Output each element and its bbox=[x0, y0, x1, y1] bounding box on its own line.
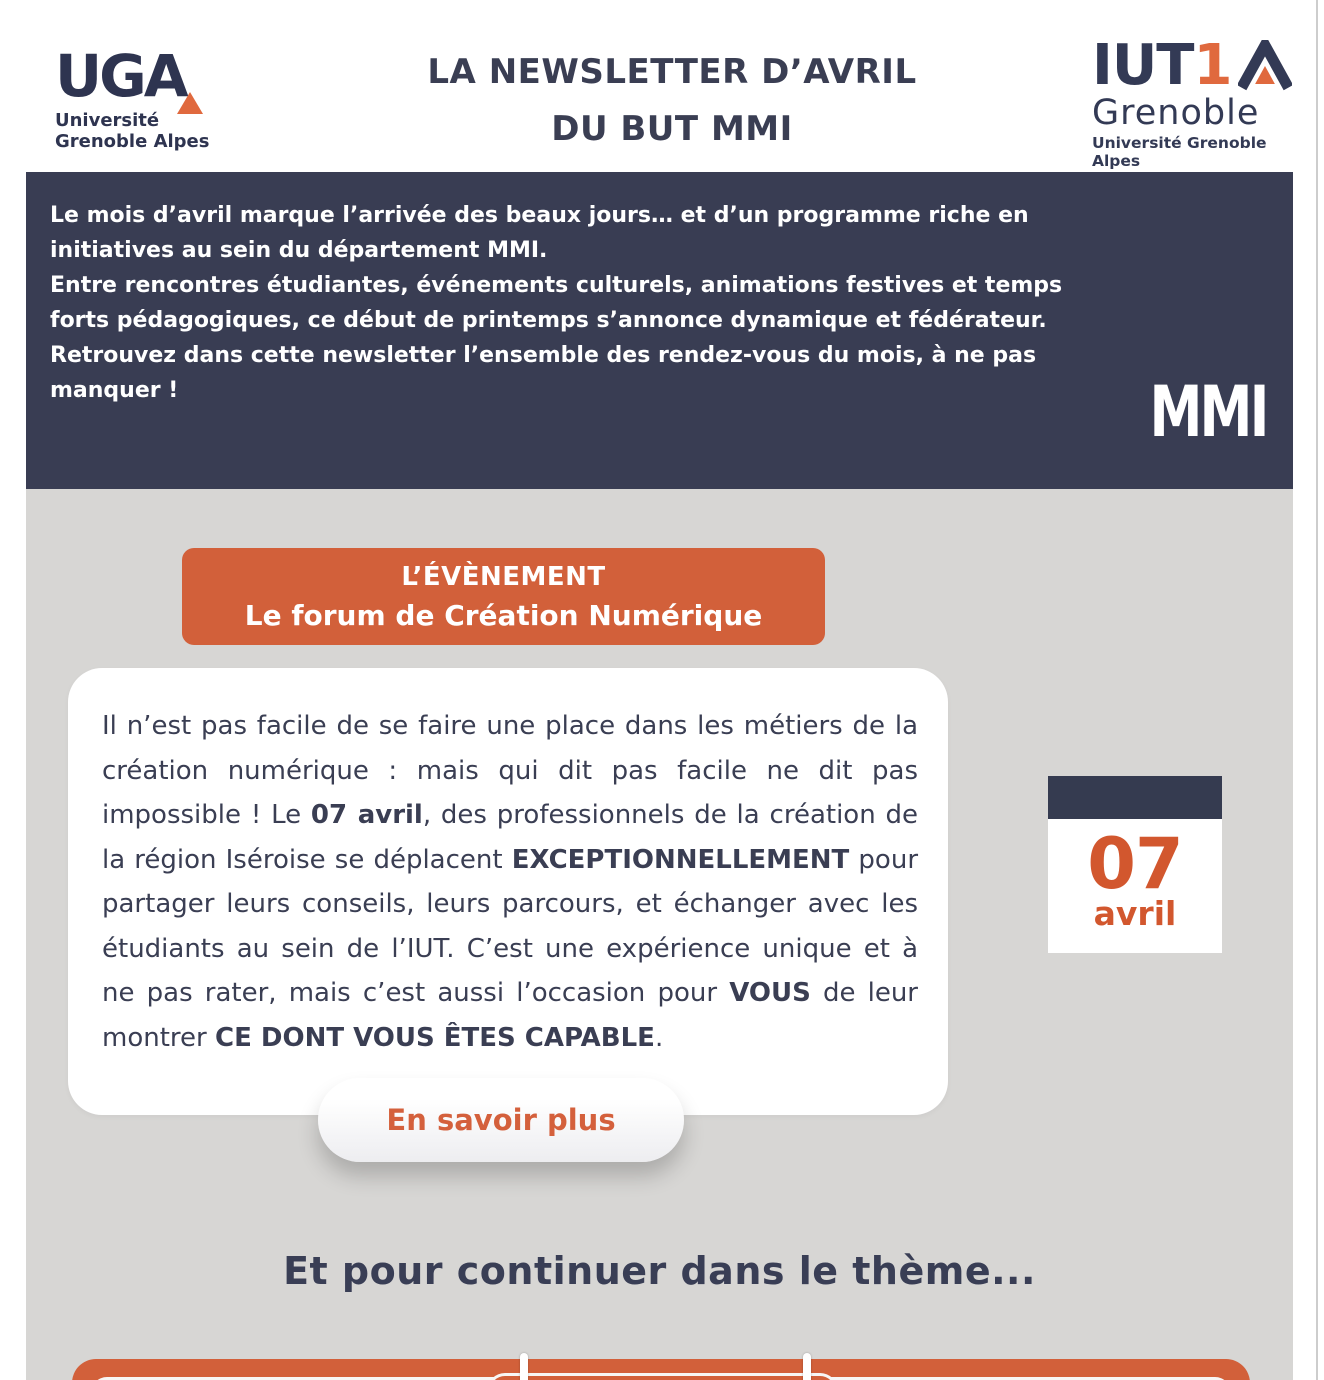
intro-paragraph-2: Entre rencontres étudiantes, événements culturels, animations festives et temps forts pédagogiques, ce début de printemps s’annonce dynamique et fédérateur. bbox=[50, 273, 1063, 333]
uga-logo-acronym: UGA bbox=[55, 42, 186, 110]
intro-paragraph-3: Retrouvez dans cette newsletter l’ensemble des rendez-vous du mois, à ne pas manquer ! bbox=[50, 343, 1037, 403]
iut-logo-one: 1 bbox=[1193, 33, 1233, 98]
intro-paragraph-1: Le mois d’avril marque l’arrivée des beaux jours… et d’un programme riche en initiatives au sein du département MMI. bbox=[50, 203, 1029, 263]
teaser-calendar-tab bbox=[487, 1373, 838, 1380]
calendar-day: 07 bbox=[1087, 823, 1183, 905]
uga-sub-line2: Grenoble Alpes bbox=[55, 131, 210, 152]
iut-logo-word: IUT bbox=[1092, 33, 1194, 98]
event-card bbox=[68, 668, 948, 1115]
iut-triangle-icon bbox=[1238, 40, 1292, 92]
calendar-month: avril bbox=[1093, 894, 1177, 933]
uga-logo-subtitle bbox=[55, 110, 209, 152]
binder-ring-left-icon bbox=[520, 1353, 528, 1380]
uga-triangle-icon bbox=[177, 92, 203, 114]
intro-banner bbox=[26, 172, 1293, 489]
event-banner-title: L’ÉVÈNEMENT bbox=[401, 561, 606, 592]
calendar-header-bar bbox=[1048, 776, 1222, 819]
binder-ring-right-icon bbox=[803, 1353, 811, 1380]
uga-sub-line1: Université bbox=[55, 110, 160, 131]
mmi-logo: MMI bbox=[1149, 371, 1267, 453]
next-section-heading: Et pour continuer dans le thème... bbox=[283, 1249, 1036, 1293]
newsletter-body bbox=[26, 489, 1293, 1380]
iut1-grenoble-logo bbox=[1092, 33, 1302, 170]
learn-more-button[interactable]: En savoir plus bbox=[318, 1078, 684, 1162]
event-description: Il n’est pas facile de se faire une place dans les métiers de la création numérique : mais qui dit pas facile ne dit pas impossible ! Le 07 avril, des professionnels de la création de la région Iséroise se déplacent EXCEPTIONNELLEMENT pour partager leurs conseils, leurs parcours, et échanger avec les étudiants au sein de l’IUT. C’est une expérience unique et à ne pas rater, mais c’est aussi l’occasion pour VOUS de leur montrer CE DONT VOUS ÊTES CAPABLE. bbox=[102, 711, 919, 1053]
page-title-line2: DU BUT MMI bbox=[551, 109, 793, 149]
upcoming-calendar-teaser bbox=[72, 1353, 1250, 1380]
page-title bbox=[362, 44, 982, 158]
viewport-edge-line bbox=[1316, 0, 1318, 1380]
event-banner bbox=[182, 548, 825, 645]
calendar-date-widget bbox=[1048, 776, 1222, 953]
page-title-line1: LA NEWSLETTER D’AVRIL bbox=[427, 52, 917, 92]
uga-logo bbox=[55, 42, 210, 152]
iut-logo-city: Grenoble bbox=[1092, 93, 1260, 133]
iut-logo-subtitle: Université Grenoble Alpes bbox=[1092, 134, 1267, 170]
intro-text bbox=[50, 198, 1105, 408]
event-banner-subtitle: Le forum de Création Numérique bbox=[244, 598, 763, 632]
